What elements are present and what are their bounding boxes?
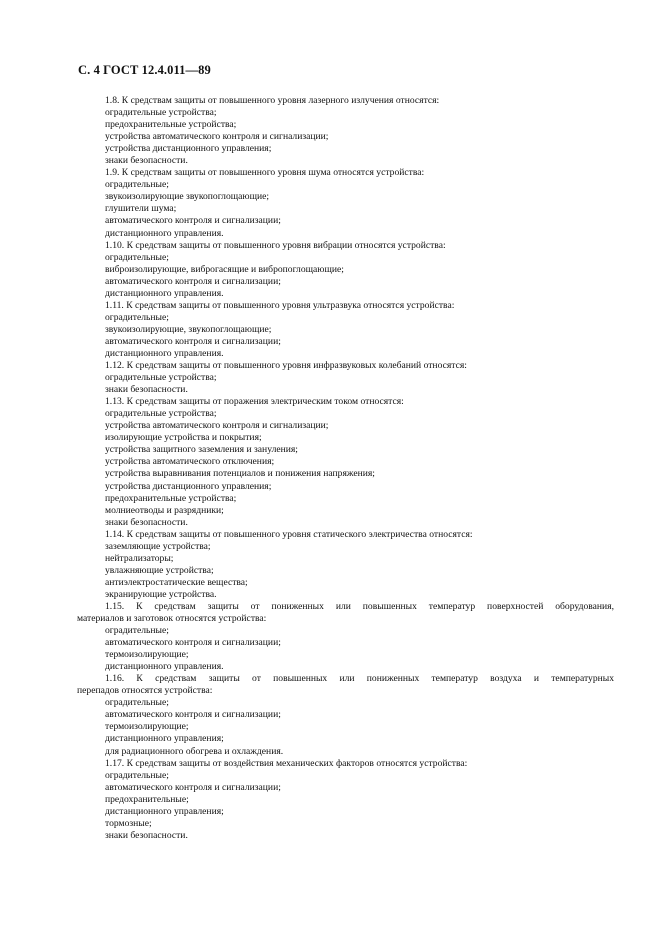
text-line: автоматического контроля и сигнализации;	[105, 637, 281, 649]
text-line: устройства дистанционного управления;	[105, 143, 272, 155]
text-line: автоматического контроля и сигнализации;	[105, 781, 281, 793]
text-line: глушители шума;	[105, 203, 177, 215]
text-line: 1.17. К средствам защиты от воздействия механических факторов относятся устройства:	[105, 757, 468, 769]
text-line: 1.8. К средствам защиты от повышенного уровня лазерного излучения относятся:	[105, 95, 440, 106]
text-line: оградительные устройства;	[105, 408, 217, 420]
text-line: 1.11. К средствам защиты от повышенного уровня ультразвука относятся устройства:	[105, 299, 455, 311]
text-line: устройства выравнивания потенциалов и понижения напряжения;	[105, 468, 375, 480]
text-line: предохранительные устройства;	[105, 492, 237, 504]
text-line: материалов и заготовок относятся устройства:	[77, 613, 267, 625]
text-line: дистанционного управления.	[105, 227, 224, 239]
text-line: 1.10. К средствам защиты от повышенного уровня вибрации относятся устройства:	[105, 239, 446, 251]
text-line: звукоизолирующие звукопоглощающие;	[105, 191, 270, 203]
text-line: устройства автоматического контроля и сигнализации;	[105, 131, 329, 143]
text-line: дистанционного управления.	[105, 661, 224, 673]
text-line: оградительные;	[105, 311, 169, 323]
text-line: экранирующие устройства.	[105, 588, 217, 600]
text-line: 1.9. К средствам защиты от повышенного уровня шума относятся устройства:	[105, 167, 425, 179]
text-line: молниеотводы и разрядники;	[105, 504, 224, 516]
text-line: автоматического контроля и сигнализации;	[105, 335, 281, 347]
text-line: 1.13. К средствам защиты от поражения электрическим током относятся:	[105, 396, 404, 408]
text-line: дистанционного управления.	[105, 287, 224, 299]
text-line: 1.14. К средствам защиты от повышенного уровня статического электричества относятся:	[105, 528, 473, 540]
text-line: 1.15. К средствам защиты от пониженных или повышенных температур поверхностей оборудования,	[105, 600, 614, 612]
text-line: заземляющие устройства;	[105, 540, 211, 552]
text-line: звукоизолирующие, звукопоглощающие;	[105, 323, 272, 335]
text-line: дистанционного управления.	[105, 347, 224, 359]
text-line: предохранительные устройства;	[105, 119, 237, 131]
text-line: оградительные устройства;	[105, 107, 217, 119]
text-line: перепадов относятся устройства:	[77, 685, 213, 697]
text-line: устройства дистанционного управления;	[105, 480, 272, 492]
text-line: оградительные;	[105, 179, 169, 191]
text-line: нейтрализаторы;	[105, 552, 174, 564]
text-line: автоматического контроля и сигнализации;	[105, 709, 281, 721]
text-line: для радиационного обогрева и охлаждения.	[105, 745, 284, 757]
text-line: термоизолирующие;	[105, 649, 189, 661]
text-line: знаки безопасности.	[105, 516, 188, 528]
text-line: антиэлектростатические вещества;	[105, 576, 248, 588]
text-line: виброизолирующие, виброгасящие и вибропоглощающие;	[105, 263, 344, 275]
text-line: знаки безопасности.	[105, 829, 188, 841]
text-line: устройства защитного заземления и зануления;	[105, 444, 298, 456]
text-line: 1.16. К средствам защиты от повышенных или пониженных температур воздуха и температурных	[105, 673, 614, 685]
text-line: термоизолирующие;	[105, 721, 189, 733]
text-line: оградительные;	[105, 769, 169, 781]
text-line: автоматического контроля и сигнализации;	[105, 275, 281, 287]
text-line: оградительные устройства;	[105, 372, 217, 384]
text-line: тормозные;	[105, 817, 152, 829]
text-line: увлажняющие устройства;	[105, 564, 214, 576]
text-line: дистанционного управления;	[105, 805, 224, 817]
text-line: предохранительные;	[105, 793, 189, 805]
text-line: оградительные;	[105, 625, 169, 637]
text-line: знаки безопасности.	[105, 384, 188, 396]
document-body	[77, 95, 614, 842]
page-header: С. 4 ГОСТ 12.4.011—89	[78, 63, 211, 77]
text-line: оградительные;	[105, 251, 169, 263]
text-line: знаки безопасности.	[105, 155, 188, 167]
text-line: 1.12. К средствам защиты от повышенного уровня инфразвуковых колебаний относятся:	[105, 360, 467, 372]
text-line: автоматического контроля и сигнализации;	[105, 215, 281, 227]
text-line: дистанционного управления;	[105, 733, 224, 745]
text-line: устройства автоматического отключения;	[105, 456, 275, 468]
text-line: устройства автоматического контроля и сигнализации;	[105, 420, 329, 432]
text-line: изолирующие устройства и покрытия;	[105, 432, 262, 444]
text-line: оградительные;	[105, 697, 169, 709]
